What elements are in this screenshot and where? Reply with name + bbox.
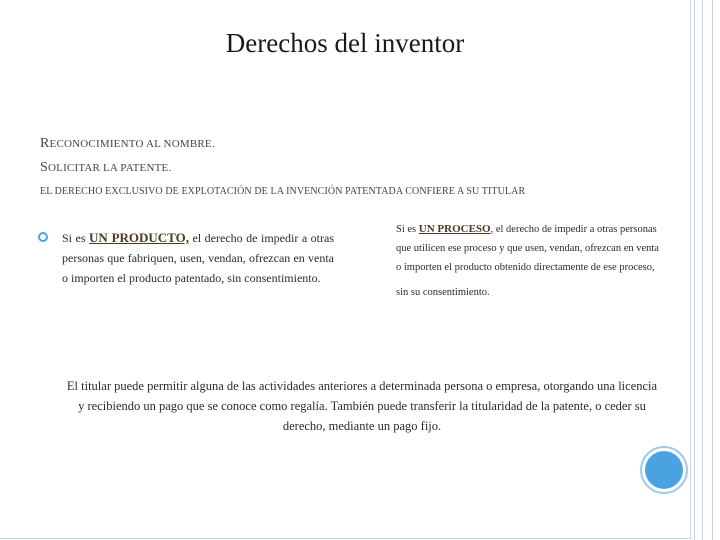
bullet-circle-icon [38, 232, 48, 242]
exclusive-right-heading: EL DERECHO EXCLUSIVO DE EXPLOTACIÓN DE LA INVENCIÓN PATENTADA CONFIERE A SU TITULAR [40, 186, 526, 197]
slide-title: Derechos del inventor [225, 28, 465, 58]
process-last: sin su consentimiento. [396, 287, 490, 298]
process-paragraph [396, 220, 666, 302]
product-paragraph [62, 228, 334, 288]
process-post: , el derecho de impedir a otras personas que utilicen ese proceso y que usen, vendan, ofrezcan en venta o importen el producto obtenido directamente de ese proceso, [396, 224, 659, 273]
product-emphasis: UN PRODUCTO, [89, 230, 189, 245]
product-pre: Si es [62, 231, 90, 245]
closing-paragraph: El titular puede permitir alguna de las actividades anteriores a determinada persona o empresa, otorgando una licencia y recibiendo un pago que se conoce como regalía. También puede transferir la titularidad de la patente, o ceder su derecho, mediante un pago fijo. [66, 379, 658, 433]
item-solicitar [40, 160, 171, 176]
decorative-line [694, 0, 695, 540]
decorative-line [702, 0, 703, 540]
item-cap: S [40, 160, 48, 175]
process-emphasis: UN PROCESO [418, 223, 491, 235]
item-reconocimiento [40, 136, 215, 152]
decorative-line [712, 0, 713, 540]
decorative-circle-fill-icon [645, 451, 683, 489]
item-cap: R [40, 136, 50, 151]
product-post: el derecho de impedir a otras personas que fabriquen, usen, vendan, ofrezcan en venta o importen el producto patentado, sin consentimiento. [62, 231, 334, 285]
item-text: ECONOCIMIENTO AL NOMBRE. [49, 138, 215, 150]
item-text: OLICITAR LA PATENTE. [48, 162, 172, 174]
process-pre: Si es [396, 224, 419, 235]
